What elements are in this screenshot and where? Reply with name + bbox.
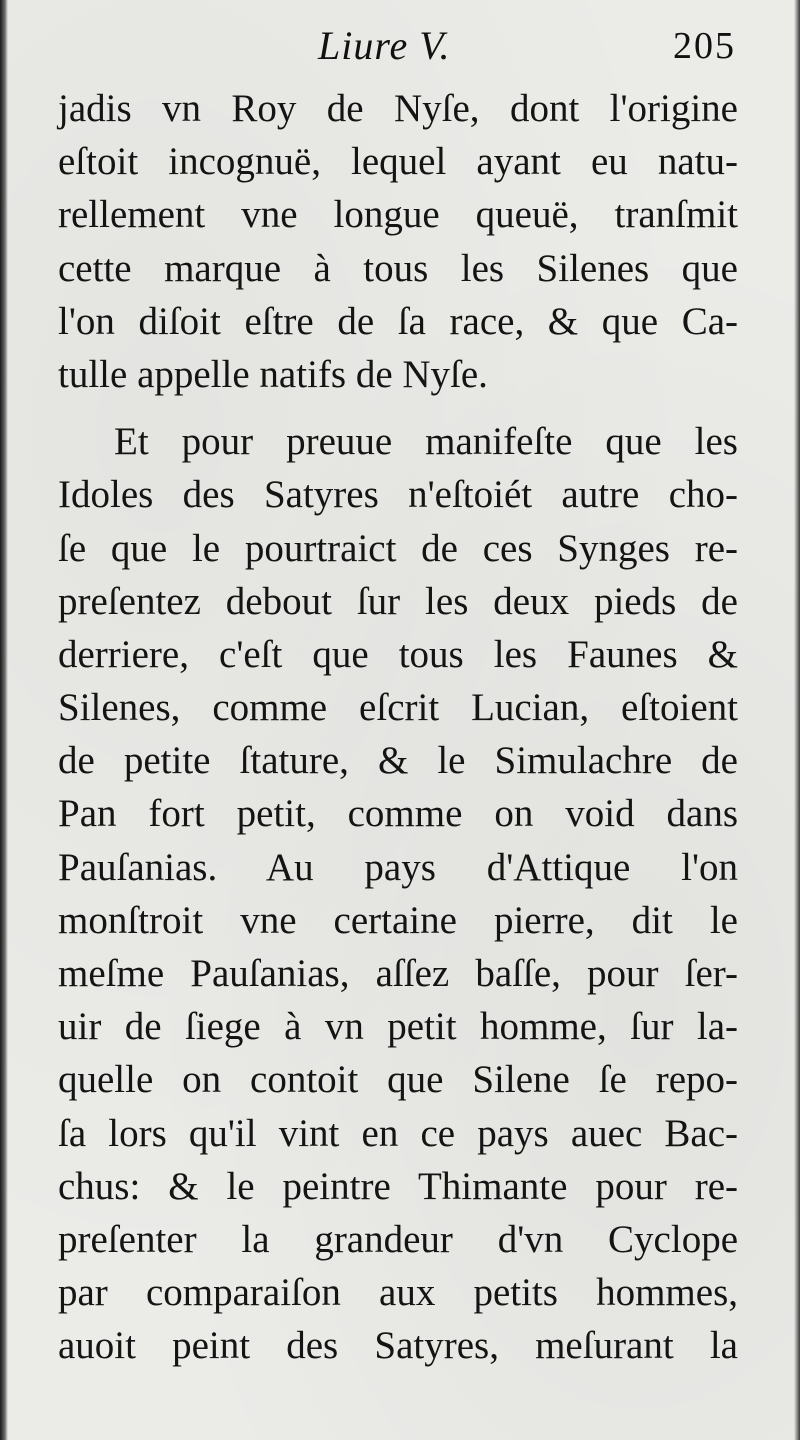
text-line: preſenter la grandeur d'vn Cyclope xyxy=(58,1217,738,1261)
text-line: tulle appelle natifs de Nyſe. xyxy=(58,352,488,396)
text-line: de petite ſtature, & le Simulachre de xyxy=(58,739,738,783)
text-line: cette marque à tous les Silenes que xyxy=(58,246,738,290)
text-line: Idoles des Satyres n'eſtoiét autre cho- xyxy=(58,473,738,517)
text-line: par comparaiſon aux petits hommes, xyxy=(58,1271,738,1315)
text-line: Et pour preuue manifeſte que les xyxy=(114,420,738,464)
text-line: monſtroit vne certaine pierre, dit le xyxy=(58,898,738,942)
text-line: Pan fort petit, comme on void dans xyxy=(58,792,738,836)
text-line: chus: & le peintre Thimante pour re- xyxy=(58,1164,738,1208)
body-text xyxy=(58,82,738,1373)
text-line: auoit peint des Satyres, meſurant la xyxy=(58,1324,738,1368)
paragraph-1 xyxy=(58,82,738,401)
text-line: preſentez debout ſur les deux pieds de xyxy=(58,579,738,623)
running-title: Liure V. xyxy=(318,23,451,68)
page-number: 205 xyxy=(673,25,736,67)
text-line: l'on diſoit eſtre de ſa race, & que Ca- xyxy=(58,299,738,343)
page-edge-shadow xyxy=(794,0,800,1440)
text-line: ſe que le pourtraict de ces Synges re- xyxy=(58,526,738,570)
text-line: quelle on contoit que Silene ſe repo- xyxy=(58,1058,738,1102)
text-line: jadis vn Roy de Nyſe, dont l'origine xyxy=(58,87,738,130)
text-line: Pauſanias. Au pays d'Attique l'on xyxy=(58,845,738,889)
page-binding-shadow xyxy=(0,0,8,1440)
text-line: Silenes, comme eſcrit Lucian, eſtoient xyxy=(58,686,738,730)
text-line: meſme Pauſanias, aſſez baſſe, pour ſer- xyxy=(58,952,738,995)
page-header xyxy=(60,22,736,82)
text-line: ſa lors qu'il vint en ce pays auec Bac- xyxy=(58,1111,738,1155)
text-line: rellement vne longue queuë, tranſmit xyxy=(58,193,738,237)
text-line: uir de ſiege à vn petit homme, ſur la- xyxy=(58,1005,738,1049)
text-line: eſtoit incognuë, lequel ayant eu natu- xyxy=(58,140,738,184)
text-line: derriere, c'eſt que tous les Faunes & xyxy=(58,632,738,676)
paragraph-2 xyxy=(58,415,738,1372)
